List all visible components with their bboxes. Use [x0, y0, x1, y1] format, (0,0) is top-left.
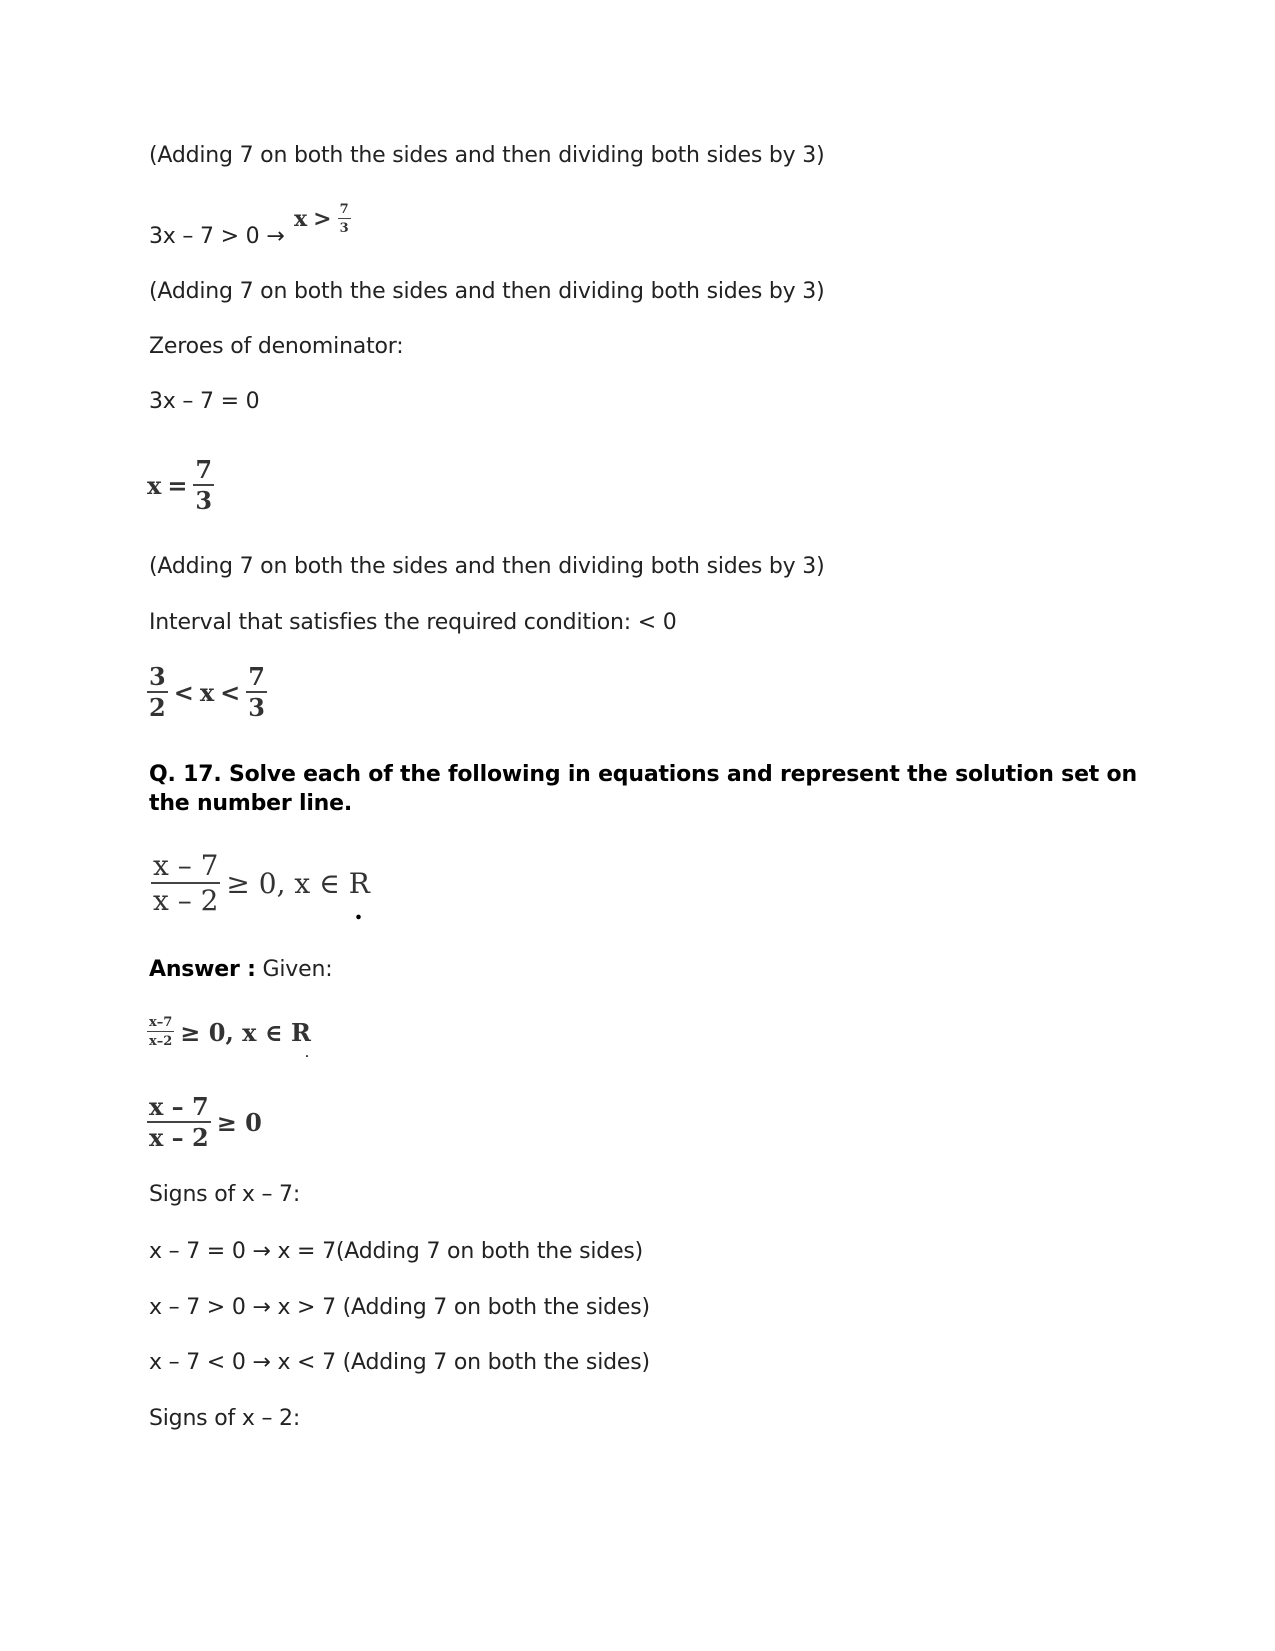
text-adding-7-dividing-2: (Adding 7 on both the sides and then dividing both sides by 3) — [149, 279, 825, 304]
fraction-numerator: 7 — [339, 202, 349, 217]
math-x-gt-7-over-3 — [294, 203, 351, 235]
math-fraction-right — [246, 662, 267, 722]
answer-label: Answer : — [149, 957, 256, 982]
text-signs-of-x-minus-7: Signs of x – 7: — [149, 1182, 301, 1207]
math-variable: x — [199, 678, 215, 707]
fraction-denominator: x–2 — [147, 1031, 174, 1048]
math-x-eq-7-over-3 — [147, 455, 214, 515]
math-lhs: x — [147, 471, 162, 500]
text-x-minus-7-eq-0: x – 7 = 0 → x = 7(Adding 7 on both the sides) — [149, 1239, 644, 1264]
math-fraction — [147, 1016, 174, 1048]
math-op-less-than: < — [173, 678, 194, 707]
math-op: > — [313, 206, 332, 232]
math-given-expression-simplified — [147, 1092, 268, 1152]
text-adding-7-dividing-3: (Adding 7 on both the sides and then dividing both sides by 3) — [149, 554, 825, 579]
trailing-period: . — [355, 895, 362, 926]
math-rest: ≥ 0, x ∈ R — [226, 867, 370, 900]
text-x-minus-7-gt-0: x – 7 > 0 → x > 7 (Adding 7 on both the sides) — [149, 1295, 650, 1320]
fraction-denominator: x – 2 — [149, 1123, 209, 1152]
question-17-heading-line-2: the number line. — [149, 791, 353, 816]
math-fraction — [338, 203, 351, 235]
text-x-minus-7-lt-0: x – 7 < 0 → x < 7 (Adding 7 on both the sides) — [149, 1350, 650, 1375]
math-op: = — [167, 471, 188, 500]
answer-line — [149, 957, 332, 982]
fraction-numerator: 3 — [149, 662, 166, 691]
math-lhs: x — [294, 206, 308, 232]
math-rest: ≥ 0 — [216, 1108, 262, 1137]
math-fraction — [193, 455, 214, 515]
math-op-less-than: < — [220, 678, 241, 707]
fraction-numerator: 7 — [195, 455, 213, 484]
text-interval-condition: Interval that satisfies the required condition: < 0 — [149, 610, 677, 635]
text-3x-minus-7-gt-0: 3x – 7 > 0 → — [149, 224, 285, 249]
text-3x-minus-7-eq-0: 3x – 7 = 0 — [149, 389, 260, 414]
fraction-numerator: x – 7 — [149, 1092, 209, 1121]
trailing-period: . — [305, 1044, 309, 1061]
fraction-denominator: 3 — [195, 486, 213, 515]
text-zeroes-of-denominator: Zeroes of denominator: — [149, 334, 404, 359]
text-adding-7-dividing-1: (Adding 7 on both the sides and then dividing both sides by 3) — [149, 143, 825, 168]
math-question-17-expression — [151, 849, 376, 917]
fraction-denominator: 2 — [149, 693, 166, 722]
math-fraction — [147, 1092, 211, 1152]
math-given-expression — [147, 1016, 317, 1048]
fraction-numerator: 7 — [248, 662, 265, 691]
fraction-denominator: 3 — [338, 218, 351, 235]
math-rest: ≥ 0, x ∈ R — [180, 1017, 311, 1047]
question-17-heading-line-1: Q. 17. Solve each of the following in equations and represent the solution set on — [149, 762, 1137, 787]
math-interval-3-2-to-7-3 — [147, 662, 267, 722]
fraction-denominator: x – 2 — [153, 884, 219, 917]
fraction-numerator: x–7 — [149, 1015, 173, 1030]
fraction-numerator: x – 7 — [153, 849, 219, 882]
fraction-denominator: 3 — [248, 693, 265, 722]
text-signs-of-x-minus-2: Signs of x – 2: — [149, 1406, 301, 1431]
math-fraction — [151, 849, 220, 917]
answer-given: Given: — [255, 957, 333, 982]
math-fraction-left — [147, 662, 168, 722]
